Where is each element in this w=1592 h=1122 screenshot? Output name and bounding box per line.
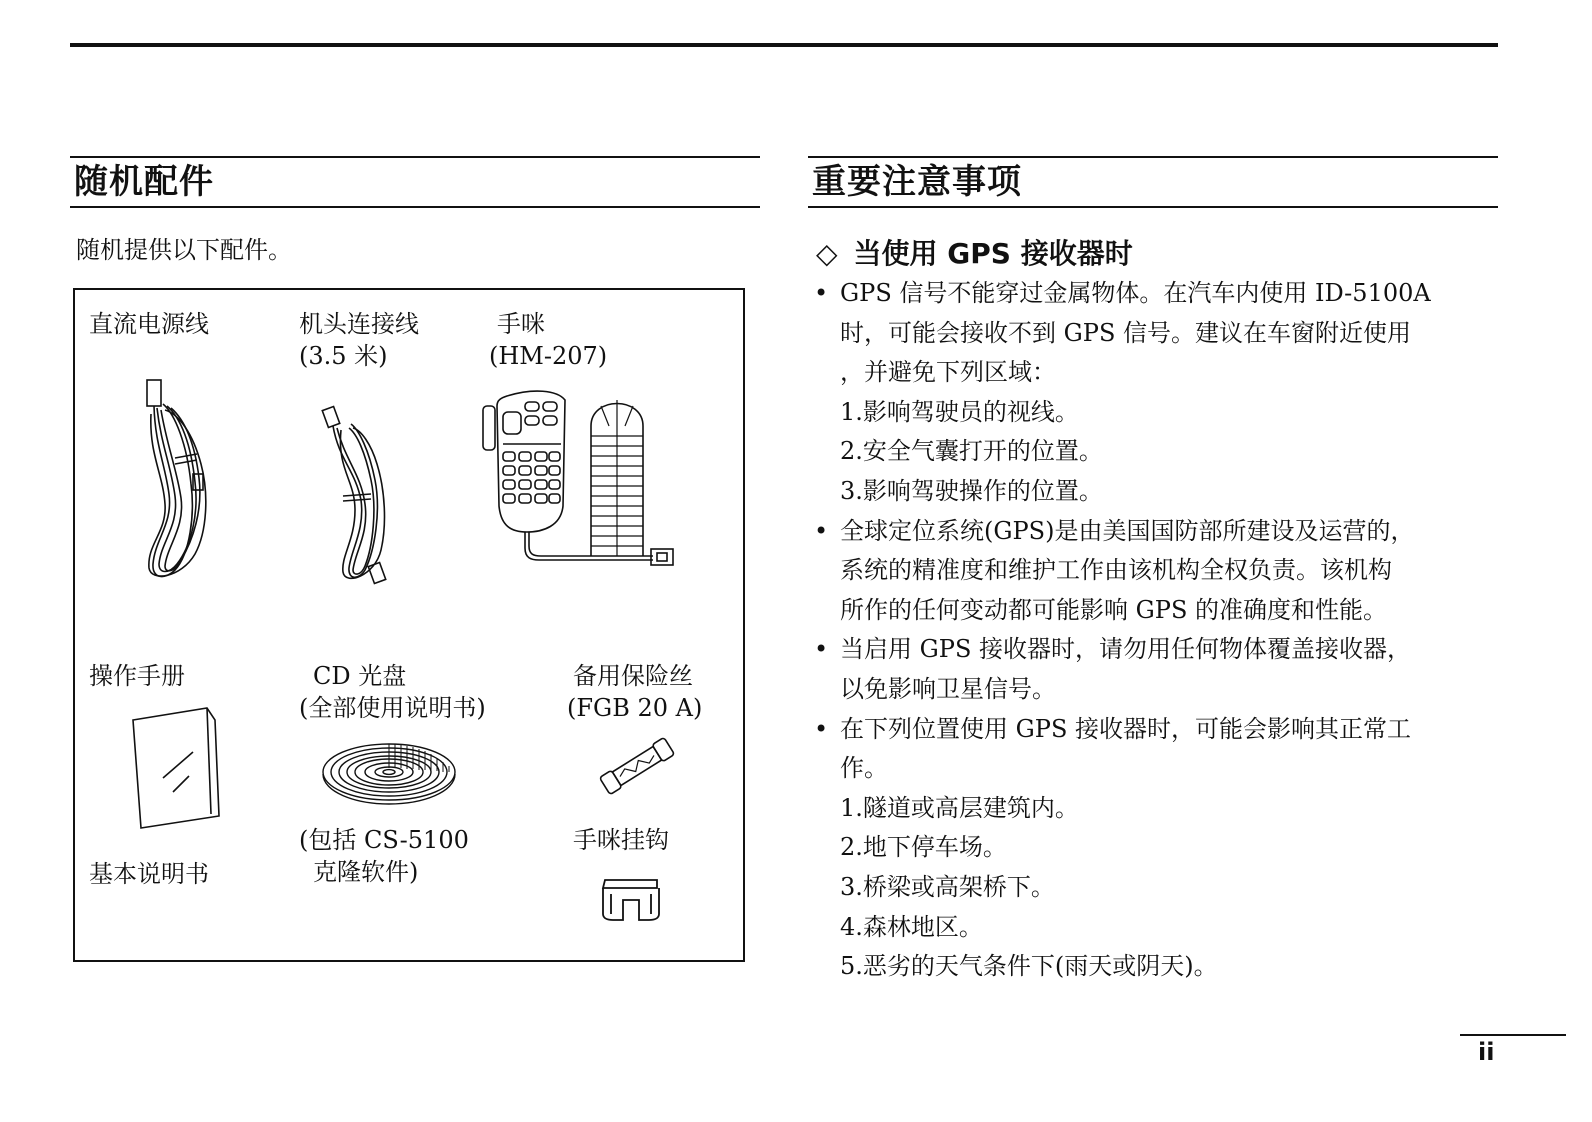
- head-cable-illustration: [315, 400, 405, 590]
- accessory-mic-hanger: [573, 824, 669, 856]
- cd-illustration: [319, 740, 459, 810]
- accessory-label: 手咪挂钩: [573, 826, 669, 854]
- note-item: 1.隧道或高层建筑内。: [840, 793, 1079, 822]
- accessory-basic-manual: [89, 858, 209, 890]
- accessory-cd: [299, 660, 486, 724]
- accessory-note-line: 克隆软件): [313, 858, 419, 886]
- note-item: 5.恶劣的天气条件下(雨天或阴天)。: [840, 952, 1218, 981]
- top-rule: [70, 43, 1498, 47]
- accessory-label: 机头连接线: [299, 310, 419, 338]
- page-number-rule: [1460, 1034, 1566, 1036]
- note-bullet: [808, 512, 1498, 631]
- accessory-detail: (HM-207): [489, 342, 608, 370]
- gps-subheading: [816, 232, 1133, 272]
- accessory-label: 操作手册: [89, 662, 185, 690]
- note-bullet: [808, 274, 1498, 512]
- bullet-dot-icon: •: [814, 516, 829, 545]
- note-line: 作。: [840, 754, 888, 783]
- accessory-manual: [89, 660, 185, 692]
- accessory-cd-note: [299, 824, 469, 888]
- mic-hanger-illustration: [599, 874, 663, 922]
- note-bullet: [808, 710, 1498, 987]
- accessory-detail: (3.5 米): [299, 342, 388, 370]
- section-header: [70, 156, 760, 208]
- section-header: [808, 156, 1498, 208]
- accessory-fuse: [567, 660, 702, 724]
- note-item: 2.地下停车场。: [840, 833, 1007, 862]
- note-item: 3.影响驾驶操作的位置。: [840, 476, 1103, 505]
- note-line: 全球定位系统(GPS)是由美国国防部所建设及运营的，: [840, 516, 1415, 545]
- note-line: GPS 信号不能穿过金属物体。在汽车内使用 ID-5100A: [840, 279, 1431, 307]
- accessory-label: 基本说明书: [89, 860, 209, 888]
- note-item: 1.影响驾驶员的视线。: [840, 397, 1079, 426]
- bullet-dot-icon: •: [814, 279, 829, 307]
- bullet-dot-icon: •: [814, 714, 829, 743]
- note-line: ，并避免下列区域：: [840, 358, 1056, 387]
- section-title: 随机配件: [74, 162, 214, 202]
- accessory-note-line: (包括 CS-5100: [299, 826, 469, 854]
- accessory-detail: (全部使用说明书): [299, 694, 486, 722]
- accessory-dc-cable: [89, 308, 209, 340]
- manual-illustration: [129, 706, 225, 832]
- note-line: 以免影响卫星信号。: [840, 674, 1056, 703]
- subheading-text: 当使用 GPS 接收器时: [853, 237, 1133, 270]
- accessory-mic: [489, 308, 607, 372]
- accessory-label: CD 光盘: [313, 662, 407, 690]
- accessory-detail: (FGB 20 A): [567, 694, 703, 722]
- accessory-label: 手咪: [497, 310, 545, 338]
- accessory-label: 直流电源线: [89, 310, 209, 338]
- note-line: 系统的精准度和维护工作由该机构全权负责。该机构: [840, 556, 1392, 585]
- note-line: 在下列位置使用 GPS 接收器时，可能会影响其正常工: [840, 714, 1412, 743]
- diamond-icon: ◇: [816, 237, 838, 270]
- accessory-head-cable: [299, 308, 419, 372]
- note-item: 3.桥梁或高架桥下。: [840, 872, 1055, 901]
- note-item: 2.安全气囊打开的位置。: [840, 437, 1103, 466]
- section-title: 重要注意事项: [812, 162, 1022, 202]
- accessories-box: [73, 288, 745, 962]
- mic-illustration: [473, 386, 693, 576]
- note-bullet: [808, 630, 1498, 709]
- accessory-label: 备用保险丝: [573, 662, 693, 690]
- notes-list: [808, 274, 1498, 987]
- precautions-section: [808, 156, 1498, 981]
- bullet-dot-icon: •: [814, 635, 829, 664]
- page-number: ii: [1478, 1038, 1495, 1066]
- note-item: 4.森林地区。: [840, 912, 983, 941]
- note-line: 时，可能会接收不到 GPS 信号。建议在车窗附近使用: [840, 318, 1412, 347]
- dc-cable-illustration: [135, 374, 225, 584]
- note-line: 当启用 GPS 接收器时，请勿用任何物体覆盖接收器，: [840, 635, 1412, 664]
- note-line: 所作的任何变动都可能影响 GPS 的准确度和性能。: [840, 595, 1388, 624]
- accessories-section: [70, 156, 760, 888]
- fuse-illustration: [595, 736, 679, 796]
- intro-text: 随机提供以下配件。: [76, 236, 292, 264]
